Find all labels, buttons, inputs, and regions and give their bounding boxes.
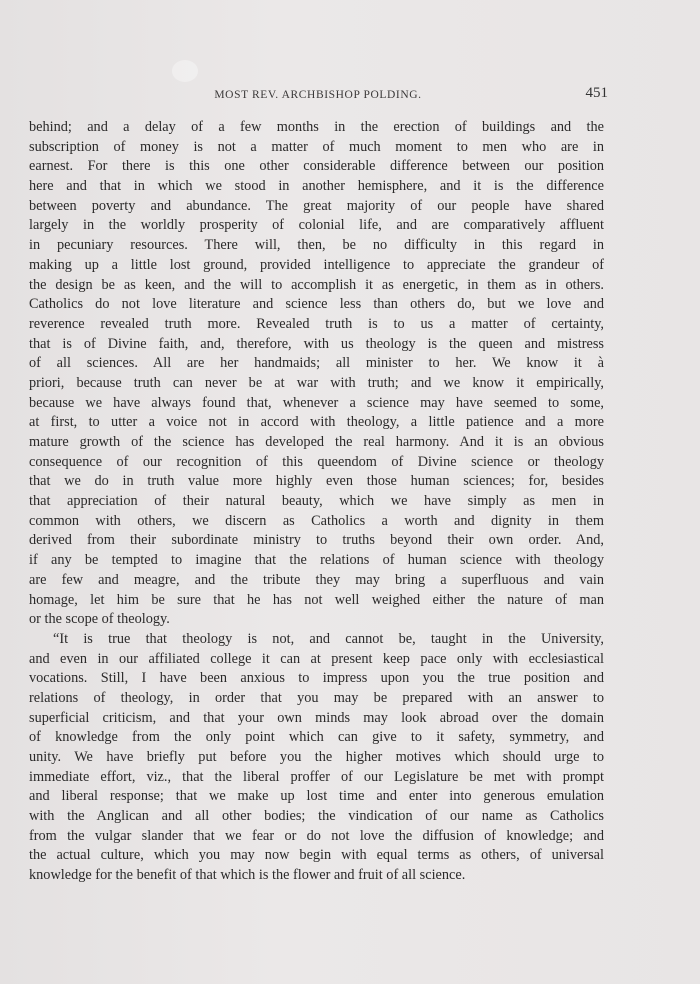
text-line: derived from their subordinate ministry to truths beyond their own order. And, [29,532,604,549]
text-line: with the Anglican and all other bodies; the vindication of our name as Catholics [29,808,604,825]
text-line: the design be as keen, and the will to accomplish it as energetic, in them as in others. [29,276,604,293]
paragraph [29,118,604,630]
running-title: MOST REV. ARCHBISHOP POLDING. [214,89,422,101]
body-text [29,118,604,886]
text-line: the actual culture, which you may now begin with equal terms as others, of universal [29,847,604,864]
text-line: because we have always found that, whenever a science may have seemed to some, [29,394,604,411]
page-number: 451 [585,85,608,101]
text-line: or the scope of theology. [29,611,170,628]
text-line: and even in our affiliated college it can at present keep pace only with ecclesiastical [29,650,604,667]
text-line: mature growth of the science has developed the real harmony. And it is an obvious [29,434,604,450]
text-line: common with others, we discern as Catholics a worth and dignity in them [29,512,604,529]
text-line: reverence revealed truth more. Revealed truth is to us a matter of certainty, [29,315,604,332]
paper-blemish [172,60,198,82]
text-line: homage, let him be sure that he has not well weighed either the nature of man [29,591,604,608]
text-line: immediate effort, viz., that the liberal proffer of our Legislature be met with prompt [29,768,604,785]
text-line: that is of Divine faith, and, therefore, with us theology is the queen and mistress [29,335,604,352]
text-line: unity. We have briefly put before you the higher motives which should urge to [29,749,604,765]
text-line: Catholics do not love literature and science less than others do, but we love and [29,296,604,313]
text-line: here and that in which we stood in another hemisphere, and it is the difference [29,178,604,195]
text-line: of knowledge from the only point which can give to it safety, symmetry, and [29,729,604,746]
text-line: knowledge for the benefit of that which is the flower and fruit of all science. [29,867,466,884]
text-line: “It is true that theology is not, and cannot be, taught in the University, [53,630,604,647]
text-line: at first, to utter a voice not in accord with theology, a little patience and a more [29,414,604,431]
text-line: between poverty and abundance. The great majority of our people have shared [29,197,604,214]
text-line: earnest. For there is this one other considerable difference between our position [29,158,604,175]
text-line: of all sciences. All are her handmaids; all minister to her. We know it à [29,355,604,372]
text-line: and liberal response; that we make up lost time and enter into generous emulation [29,788,604,805]
text-line: that appreciation of their natural beauty, which we have simply as men in [29,493,604,510]
text-line: behind; and a delay of a few months in the erection of buildings and the [29,119,604,135]
paragraph [29,630,604,886]
text-line: vocations. Still, I have been anxious to impress upon you the true position and [29,670,604,687]
text-line: subscription of money is not a matter of much moment to men who are in [29,138,604,155]
text-line: largely in the worldly prosperity of colonial life, and are comparatively affluent [29,217,604,234]
text-line: superficial criticism, and that your own minds may look abroad over the domain [29,709,604,726]
text-line: priori, because truth can never be at war with truth; and we know it empirically, [29,374,604,391]
text-line: making up a little lost ground, provided intelligence to appreciate the grandeur of [29,256,604,273]
text-line: that we do in truth value more highly even those human sciences; for, besides [29,473,604,490]
text-line: are few and meagre, and the tribute they may bring a superfluous and vain [29,571,604,588]
text-line: relations of theology, in order that you may be prepared with an answer to [29,689,604,706]
text-line: in pecuniary resources. There will, then, be no difficulty in this regard in [29,237,604,254]
text-line: if any be tempted to imagine that the relations of human science with theology [29,552,604,569]
text-line: from the vulgar slander that we fear or do not love the diffusion of knowledge; and [29,827,604,844]
text-line: consequence of our recognition of this queendom of Divine science or theology [29,453,604,470]
